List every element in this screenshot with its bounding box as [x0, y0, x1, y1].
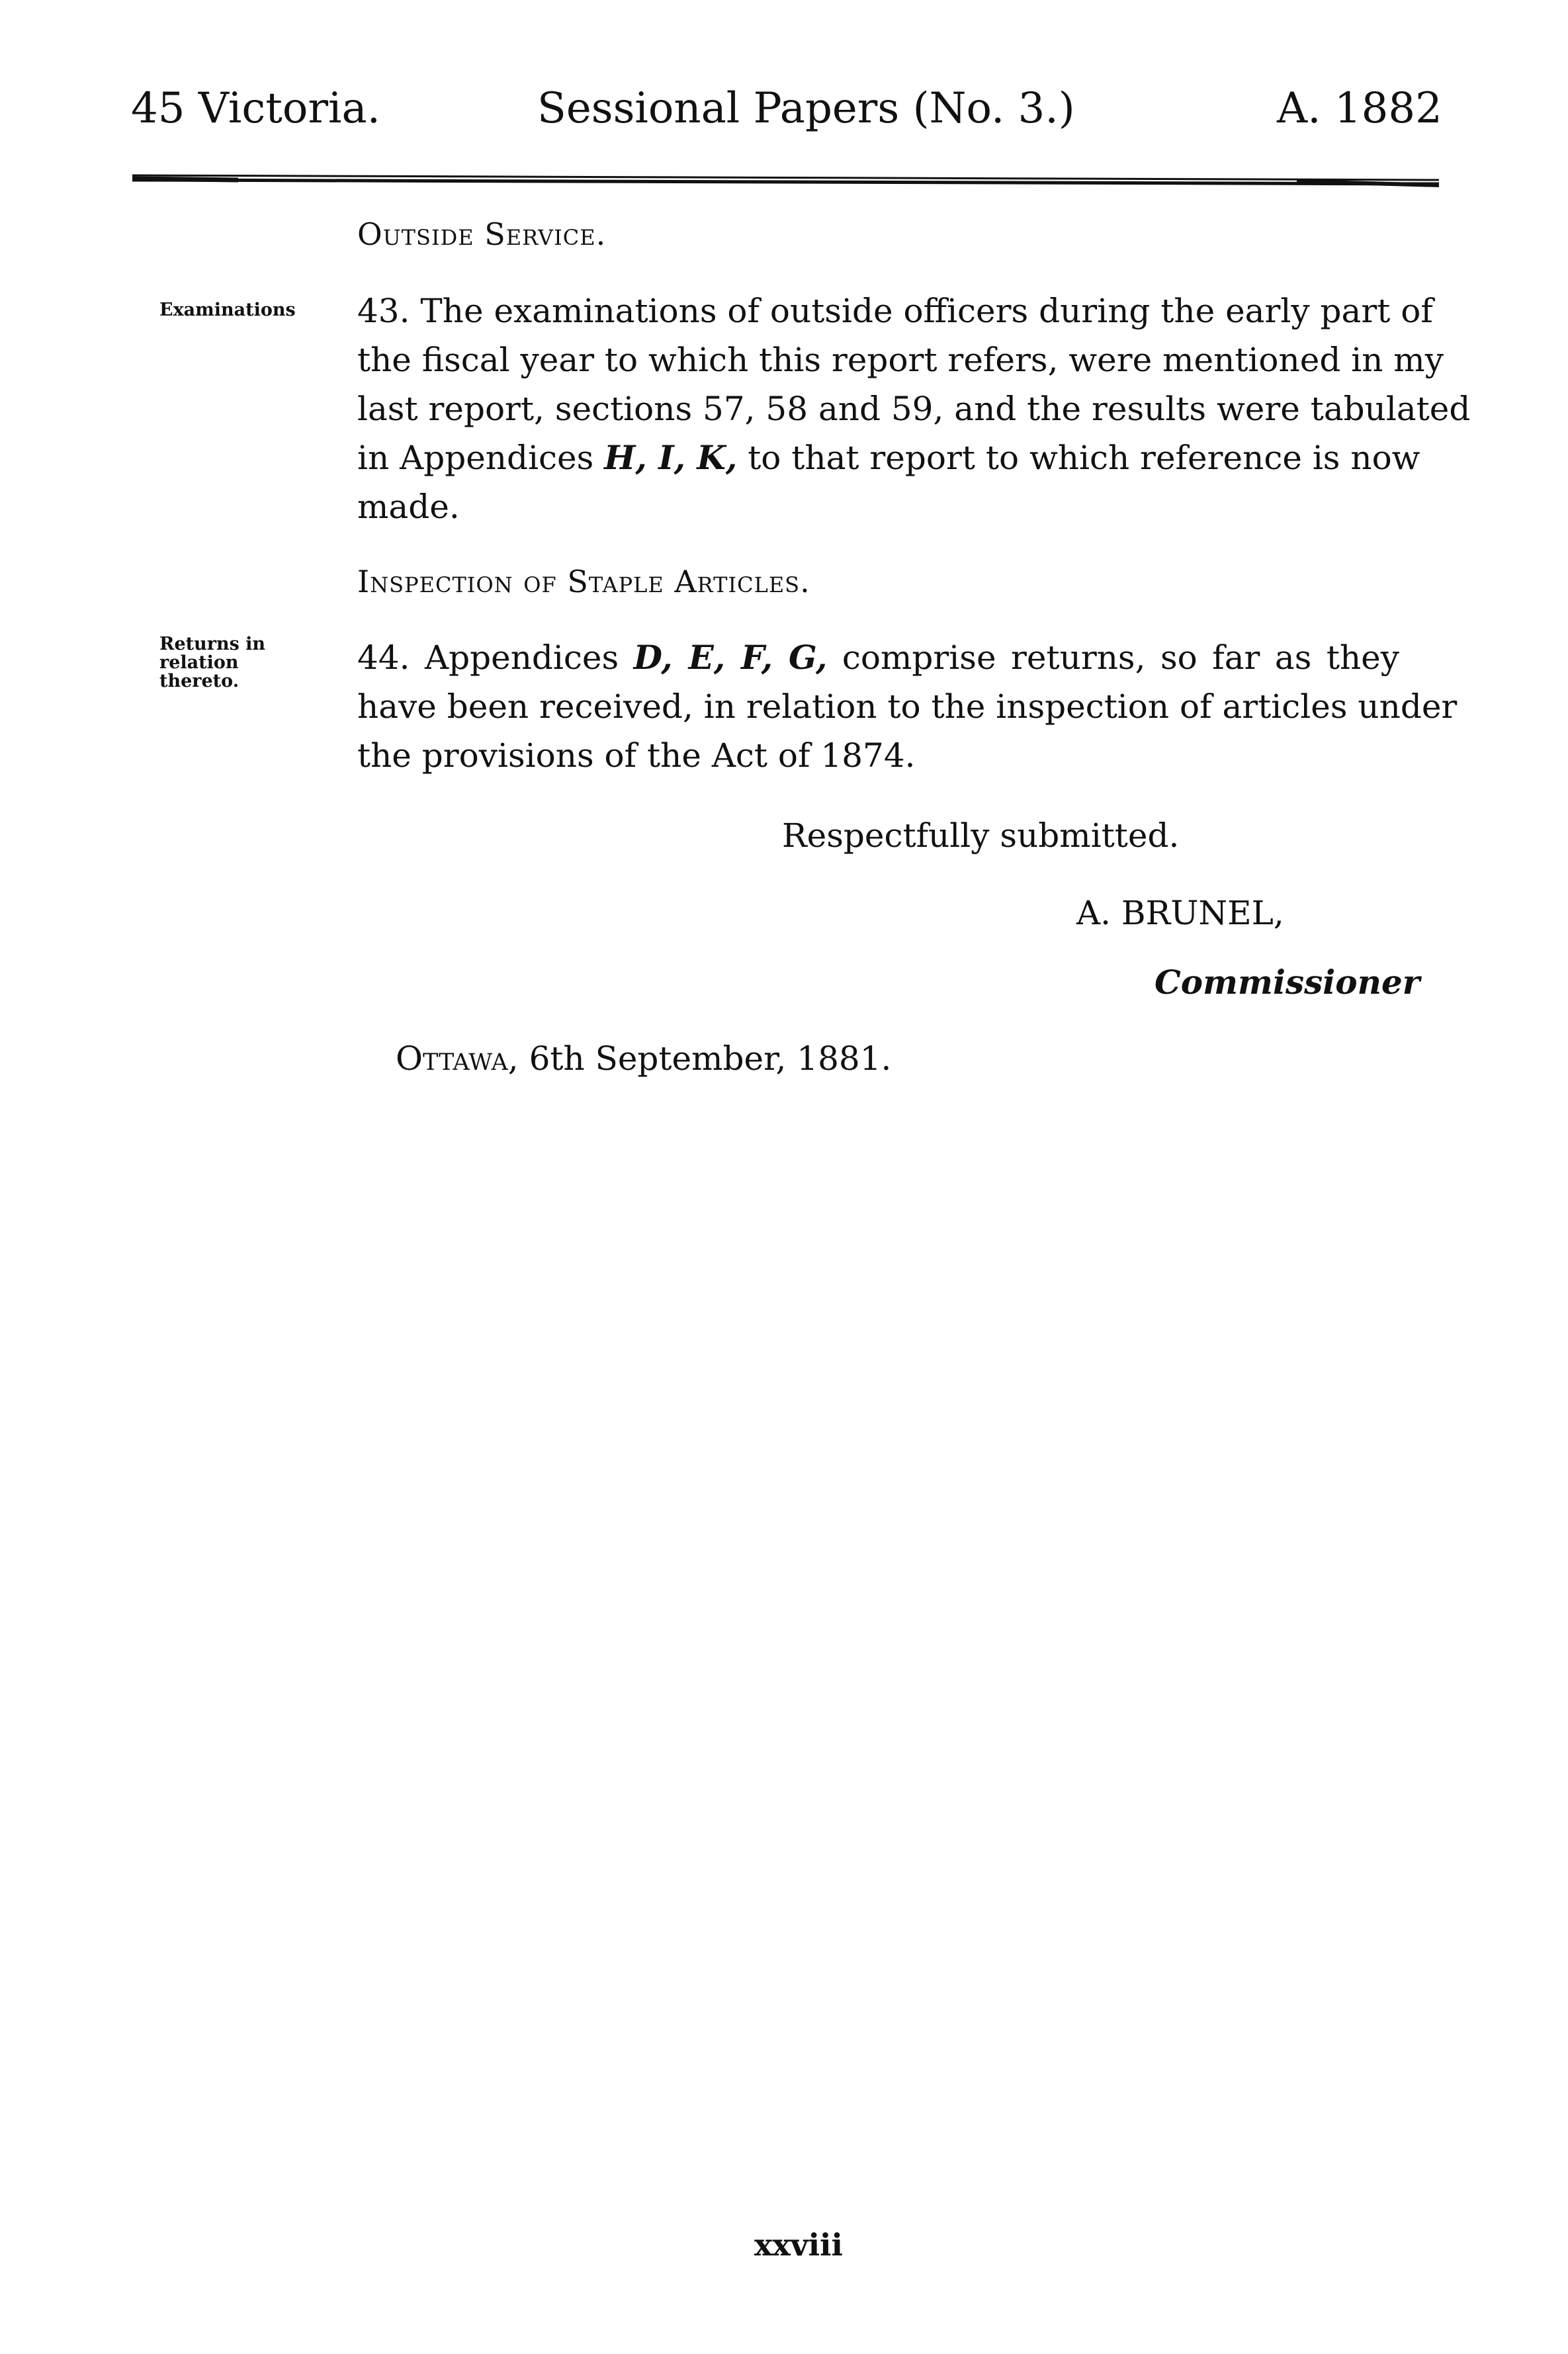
page-header	[0, 0, 1568, 198]
paragraph-43	[357, 286, 1471, 531]
dateline	[396, 1039, 892, 1078]
closing-respectfully-submitted: Respectfully submitted.	[782, 816, 1180, 855]
header-paper-title: Sessional Papers (No. 3.)	[537, 84, 1075, 133]
paragraph-line: the provisions of the Act of 1874.	[357, 736, 916, 775]
signature-title: Commissioner	[1154, 963, 1420, 1002]
page-folio: xxviii	[754, 2227, 844, 2263]
side-note-returns: Returns in relation thereto.	[159, 634, 266, 691]
dateline-place: Ottawa	[396, 1039, 508, 1078]
paragraph-line: 43. The examinations of outside officers during the early part of	[357, 292, 1433, 330]
appendix-letters: H, I, K,	[604, 438, 738, 477]
paragraph-line: made.	[357, 488, 460, 526]
paragraph-line: last report, sections 57, 58 and 59, and the results were tabulated	[357, 390, 1471, 428]
appendix-suffix: comprise returns, so far as they	[842, 638, 1399, 677]
section-heading-inspection: Inspection of Staple Articles.	[357, 564, 810, 599]
section-heading-outside-service: Outside Service.	[357, 216, 607, 252]
header-session: 45 Victoria.	[131, 84, 380, 133]
appendix-suffix: to that report to which reference is now	[748, 439, 1420, 477]
header-rule	[132, 171, 1439, 191]
appendix-prefix: in Appendices	[357, 439, 594, 477]
dateline-date: , 6th September, 1881.	[507, 1039, 892, 1078]
signature-name: A. BRUNEL,	[1076, 894, 1284, 932]
side-note-examinations: Examinations	[159, 300, 296, 320]
paragraph-line: have been received, in relation to the inspection of articles under	[357, 687, 1458, 726]
header-year: A. 1882	[1277, 84, 1442, 133]
paragraph-line: the fiscal year to which this report refers, were mentioned in my	[357, 341, 1444, 379]
paragraph-44	[357, 633, 1458, 780]
appendix-letters: D, E, F, G,	[633, 638, 828, 677]
appendix-prefix: 44. Appendices	[357, 638, 619, 677]
paragraph-line-appendices	[357, 433, 1420, 482]
paragraph-line-appendices	[357, 633, 1399, 682]
